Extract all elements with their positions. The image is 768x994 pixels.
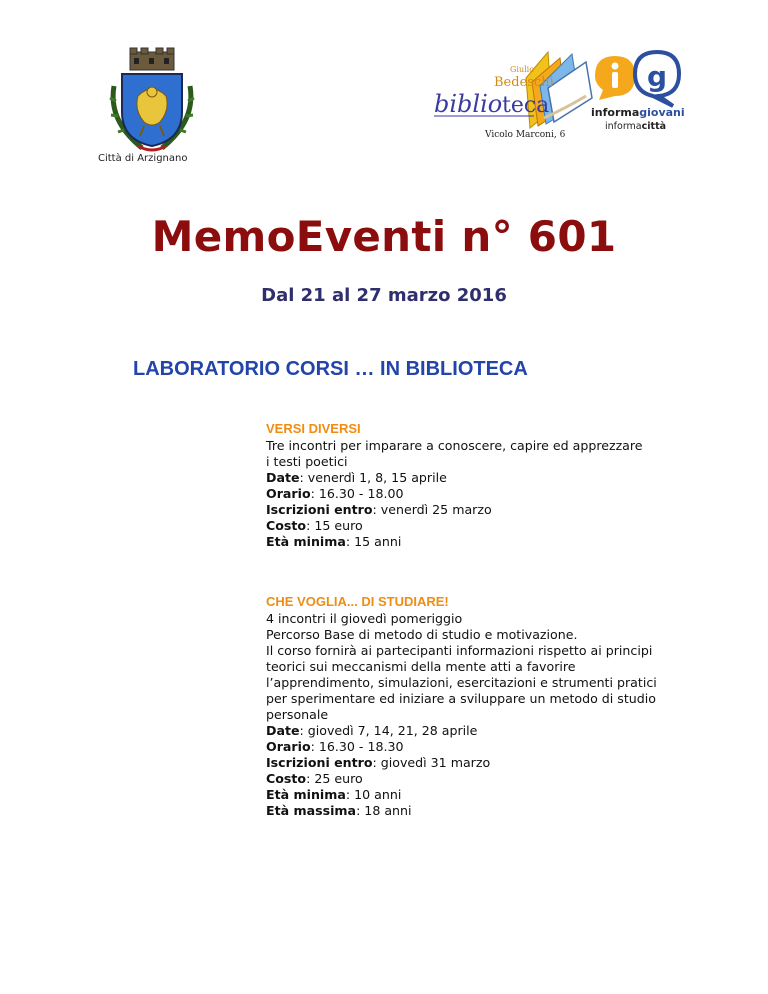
svg-text:g: g	[647, 60, 668, 93]
svg-text:informagiovani	[591, 106, 685, 119]
brand-bedeschi-text: Bedeschi	[494, 75, 554, 90]
library-address: Vicolo Marconi, 6	[485, 130, 566, 140]
event-description-line: l’apprendimento, simulazioni, esercitazioni e strumenti pratici	[266, 675, 657, 690]
ig-informa2-text: informa	[605, 121, 642, 132]
event-description-line: per sperimentare ed iniziare a sviluppare un metodo di studio	[266, 691, 656, 706]
event-max-age	[266, 803, 686, 819]
detail-label: Iscrizioni entro	[266, 502, 373, 517]
event-description-line: Il corso fornirà ai partecipanti informazioni rispetto ai principi	[266, 643, 653, 658]
detail-label: Costo	[266, 771, 307, 786]
event-title: VERSI DIVERSI	[266, 421, 361, 436]
event-description-line: 4 incontri il giovedì pomeriggio	[266, 611, 463, 626]
detail-value: : 15 anni	[345, 534, 402, 549]
event-min-age	[266, 534, 686, 550]
detail-value: : 10 anni	[345, 787, 402, 802]
event-cost	[266, 771, 686, 787]
detail-value: : 16.30 - 18.00	[310, 486, 404, 501]
event-min-age	[266, 787, 686, 803]
detail-label: Costo	[266, 518, 307, 533]
detail-value: : 18 anni	[356, 803, 412, 818]
detail-label: Orario	[266, 486, 311, 501]
event-time	[266, 486, 686, 502]
detail-value: : venerdì 25 marzo	[372, 502, 492, 517]
detail-value: : giovedì 31 marzo	[372, 755, 491, 770]
event-time	[266, 739, 686, 755]
detail-label: Date	[266, 723, 300, 738]
event-description-line: teorici sui meccanismi della mente atti a favorire	[266, 659, 576, 674]
detail-value: : venerdì 1, 8, 15 aprile	[299, 470, 447, 485]
event-description-line: personale	[266, 707, 329, 722]
detail-value: : giovedì 7, 14, 21, 28 aprile	[299, 723, 478, 738]
event-cost	[266, 518, 686, 534]
brand-biblio-text: biblio	[434, 90, 503, 118]
detail-label: Età minima	[266, 787, 346, 802]
detail-label: Orario	[266, 739, 311, 754]
city-name: Città di Arzignano	[98, 153, 188, 164]
ig-giovani-text: giovani	[639, 106, 685, 119]
detail-label: Età minima	[266, 534, 346, 549]
brand-teca-text: teca	[502, 93, 550, 118]
event-title: CHE VOGLIA... DI STUDIARE!	[266, 594, 449, 609]
detail-value: : 15 euro	[306, 518, 363, 533]
event-description-line: Tre incontri per imparare a conoscere, capire ed apprezzare	[266, 438, 643, 453]
detail-value: : 25 euro	[306, 771, 363, 786]
event-versi-diversi	[266, 421, 686, 550]
city-crest-logo	[104, 46, 200, 154]
biblioteca-bedeschi-logo	[428, 48, 596, 136]
event-date	[266, 723, 686, 739]
event-description-line: Percorso Base di metodo di studio e motivazione.	[266, 627, 578, 642]
event-che-voglia-di-studiare	[266, 594, 686, 819]
section-heading: LABORATORIO CORSI … IN BIBLIOTECA	[133, 358, 528, 380]
detail-label: Iscrizioni entro	[266, 755, 373, 770]
event-description-line: i testi poetici	[266, 454, 348, 469]
page-title: MemoEventi n° 601	[151, 212, 617, 261]
ig-citta-text: città	[641, 121, 667, 132]
event-registration	[266, 755, 686, 771]
ig-informa-text: informa	[591, 106, 640, 119]
informagiovani-logo	[589, 50, 699, 135]
date-range: Dal 21 al 27 marzo 2016	[261, 285, 507, 306]
detail-value: : 16.30 - 18.30	[310, 739, 404, 754]
event-date	[266, 470, 686, 486]
detail-label: Età massima	[266, 803, 357, 818]
svg-text:informacittà	[605, 121, 666, 132]
detail-label: Date	[266, 470, 300, 485]
brand-tiny-text: Giulio	[510, 65, 535, 74]
event-registration	[266, 502, 686, 518]
